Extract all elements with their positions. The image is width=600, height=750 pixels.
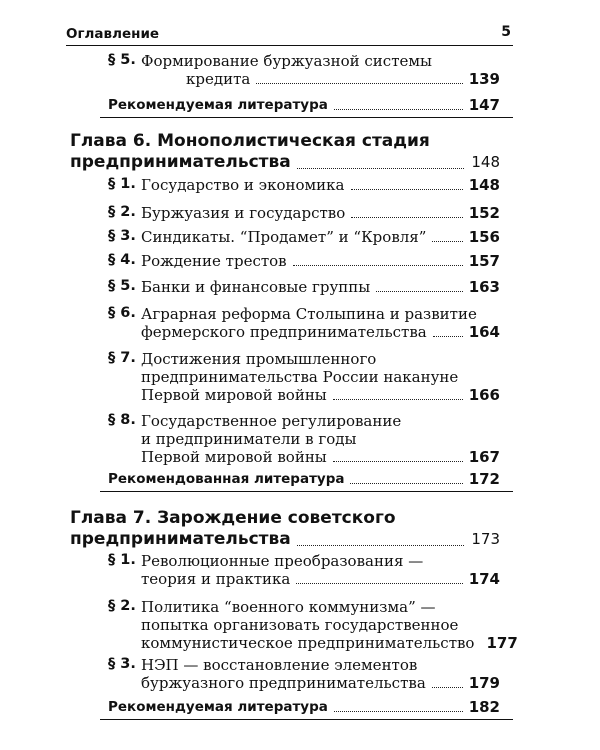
toc-entry-ch6-s7[interactable] — [108, 350, 500, 404]
running-head — [66, 24, 513, 44]
dot-leader — [293, 264, 463, 266]
toc-chapter-6[interactable] — [70, 131, 500, 173]
section-marker: § 4. — [108, 252, 136, 268]
section-marker: § 7. — [108, 350, 136, 366]
chapter-title-line: предпринимательства 173 — [70, 529, 500, 549]
toc-entry-lit-ch6[interactable] — [108, 470, 500, 488]
entry-line: Синдикаты. “Продамет” и “Кровля” 156 — [141, 228, 500, 246]
separator-rule — [100, 719, 513, 720]
entry-line: Государственное регулирование — [141, 412, 402, 430]
page-ref: 182 — [468, 698, 500, 716]
entry-line: Достижения промышленного — [141, 350, 377, 368]
dot-leader — [334, 108, 463, 110]
entry-line: Первой мировой войны 166 — [141, 386, 500, 404]
entry-line: коммунистическое предпринимательство 177 — [141, 634, 518, 652]
entry-line: попытка организовать государственное — [141, 616, 459, 634]
entry-line: кредита 139 — [186, 70, 500, 88]
toc-chapter-7[interactable] — [70, 508, 500, 550]
page-ref: 148 — [471, 153, 500, 171]
section-marker: § 6. — [108, 305, 136, 321]
entry-line: теория и практика 174 — [141, 570, 500, 588]
dot-leader — [296, 582, 462, 584]
section-marker: § 3. — [108, 228, 136, 244]
entry-line: фермерского предпринимательства 164 — [141, 323, 500, 341]
toc-entry-ch6-s4[interactable] — [108, 252, 500, 270]
toc-entry-lit-ch5[interactable] — [108, 96, 500, 114]
entry-line: предпринимательства России накануне — [141, 368, 459, 386]
page-ref: 172 — [468, 470, 500, 488]
toc-entry-ch5-s5[interactable] — [108, 52, 500, 88]
toc-entry-ch6-s5[interactable] — [108, 278, 500, 296]
section-marker: § 2. — [108, 598, 136, 614]
toc-entry-ch7-s2[interactable] — [108, 598, 518, 652]
page-ref: 156 — [468, 228, 500, 246]
section-marker: § 5. — [108, 52, 136, 68]
dot-leader — [333, 460, 463, 462]
dot-leader — [433, 335, 463, 337]
page-ref: 163 — [468, 278, 500, 296]
dot-leader — [432, 240, 462, 242]
entry-line: Революционные преобразования — — [141, 552, 424, 570]
header-rule — [66, 45, 513, 46]
page-ref: 177 — [486, 634, 518, 652]
entry-line: буржуазного предпринимательства 179 — [141, 674, 500, 692]
page-ref: 166 — [468, 386, 500, 404]
dot-leader — [351, 188, 463, 190]
section-marker: § 5. — [108, 278, 136, 294]
page-ref: 139 — [468, 70, 500, 88]
page-ref: 147 — [468, 96, 500, 114]
dot-leader — [351, 216, 462, 218]
entry-line: Буржуазия и государство 152 — [141, 204, 500, 222]
chapter-title-line: Глава 6. Монополистическая стадия — [70, 131, 430, 151]
entry-line: Первой мировой войны 167 — [141, 448, 500, 466]
page-ref: 157 — [468, 252, 500, 270]
page-ref: 164 — [468, 323, 500, 341]
toc-entry-ch6-s6[interactable] — [108, 305, 500, 341]
page-number: 5 — [501, 24, 511, 40]
entry-line: НЭП — восстановление элементов — [141, 656, 418, 674]
dot-leader — [432, 686, 463, 688]
entry-line: Рекомендованная литература 172 — [108, 470, 500, 488]
toc-entry-ch7-s3[interactable] — [108, 656, 500, 692]
page-ref: 179 — [468, 674, 500, 692]
section-marker: § 1. — [108, 176, 136, 192]
toc-entry-ch7-s1[interactable] — [108, 552, 500, 588]
dot-leader — [333, 398, 463, 400]
dot-leader — [376, 290, 462, 292]
running-head-title: Оглавление — [66, 26, 160, 42]
dot-leader — [334, 710, 463, 712]
toc-entry-ch6-s1[interactable] — [108, 176, 500, 194]
section-marker: § 1. — [108, 552, 136, 568]
page-ref: 152 — [468, 204, 500, 222]
entry-line: Политика “военного коммунизма” — — [141, 598, 436, 616]
chapter-title-line: предпринимательства 148 — [70, 152, 500, 172]
entry-line: и предприниматели в годы — [141, 430, 357, 448]
entry-line: Формирование буржуазной системы — [141, 52, 432, 70]
entry-line: Банки и финансовые группы 163 — [141, 278, 500, 296]
toc-entry-lit-ch7[interactable] — [108, 698, 500, 716]
chapter-title-line: Глава 7. Зарождение советского — [70, 508, 396, 528]
section-marker: § 3. — [108, 656, 136, 672]
entry-line: Рекомендуемая литература 182 — [108, 698, 500, 716]
separator-rule — [100, 491, 513, 492]
entry-line: Рекомендуемая литература 147 — [108, 96, 500, 114]
entry-line: Государство и экономика 148 — [141, 176, 500, 194]
entry-line: Рождение трестов 157 — [141, 252, 500, 270]
page-ref: 173 — [471, 530, 500, 548]
section-marker: § 2. — [108, 204, 136, 220]
section-marker: § 8. — [108, 412, 136, 428]
page-ref: 148 — [468, 176, 500, 194]
page-ref: 174 — [468, 570, 500, 588]
dot-leader — [350, 482, 462, 484]
page-ref: 167 — [468, 448, 500, 466]
toc-entry-ch6-s8[interactable] — [108, 412, 500, 466]
dot-leader — [297, 544, 464, 546]
dot-leader — [297, 167, 464, 169]
separator-rule — [100, 117, 513, 118]
entry-line: Аграрная реформа Столыпина и развитие — [141, 305, 477, 323]
dot-leader — [256, 82, 462, 84]
toc-entry-ch6-s3[interactable] — [108, 228, 500, 246]
toc-entry-ch6-s2[interactable] — [108, 204, 500, 222]
